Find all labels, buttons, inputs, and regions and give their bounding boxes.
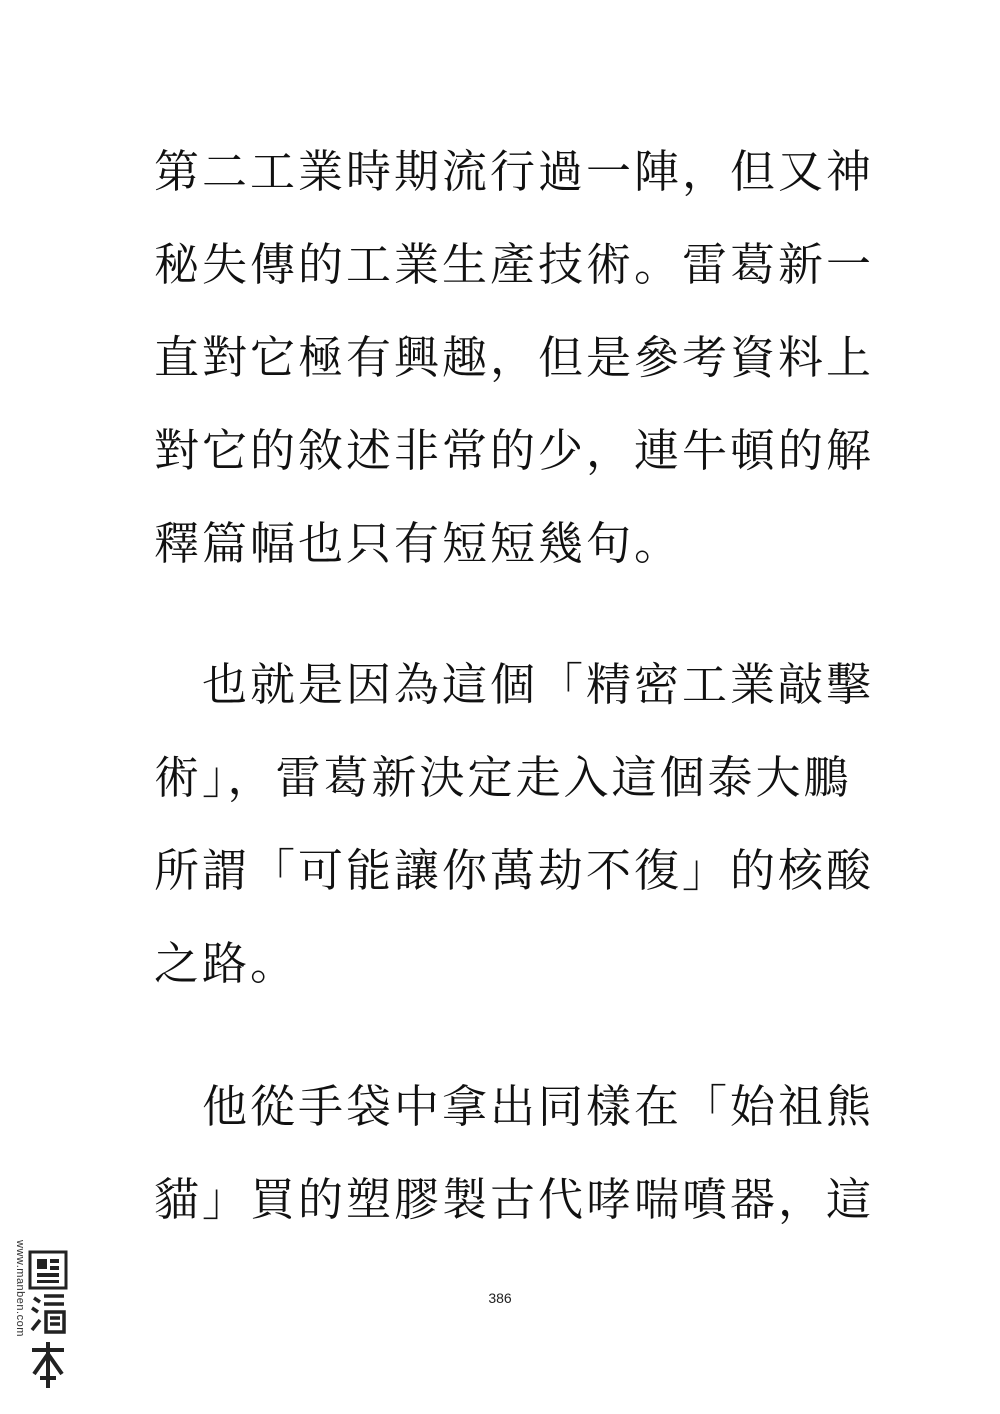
- text-line: 也就是因為這個「精密工業敲擊: [154, 658, 875, 711]
- text-line: 所謂「可能讓你萬劫不復」的核酸: [154, 844, 875, 897]
- text-line: 術」，雷葛新決定走入這個泰大鵬: [154, 751, 852, 804]
- text-line: 秘失傳的工業生產技術。雷葛新一: [154, 238, 875, 291]
- text-line: 他從手袋中拿出同樣在「始祖熊: [154, 1080, 875, 1133]
- watermark: [8, 1240, 68, 1400]
- page-number: 386: [488, 1290, 512, 1306]
- text-line: 對它的敘述非常的少，連牛頓的解: [154, 424, 875, 477]
- text-line: 之路。: [154, 937, 299, 990]
- watermark-url: www.manben.com: [14, 1240, 26, 1337]
- manben-logo-icon: [28, 1250, 68, 1395]
- text-line: 直對它極有興趣，但是參考資料上: [154, 331, 875, 384]
- text-line: 貓」買的塑膠製古代哮喘噴器，這: [154, 1173, 875, 1226]
- text-line: 第二工業時期流行過一陣，但又神: [154, 145, 875, 198]
- text-line: 釋篇幅也只有短短幾句。: [154, 517, 683, 570]
